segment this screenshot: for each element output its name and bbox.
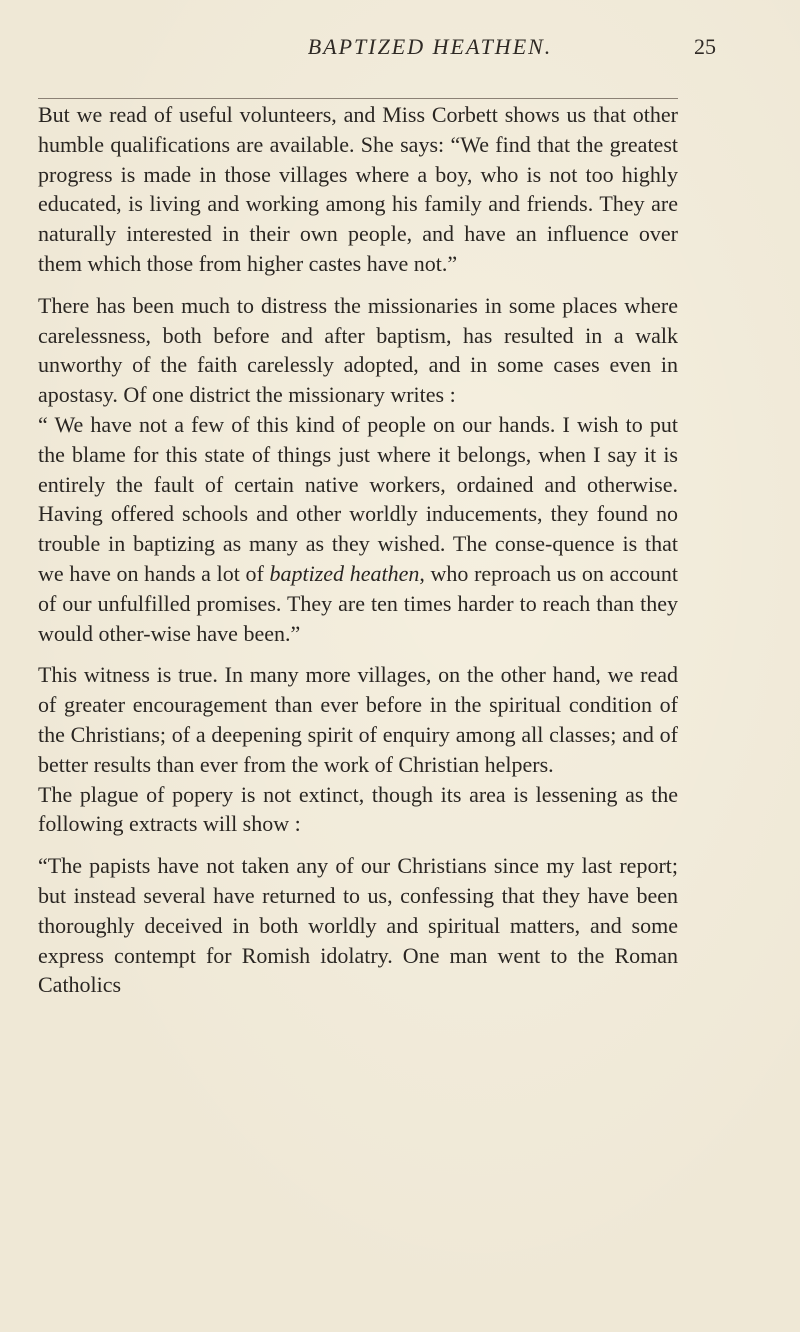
paragraph: This witness is true. In many more villages, on the other hand, we read of greater encouragement than ever before in the spiritual condition of the Christians; of a deepening spirit of enquiry among all classes; and of better results than ever from the work of Christian helpers. [38,662,678,777]
page-number: 25 [694,34,716,59]
paragraph: “The papists have not taken any of our Christians since my last report; but instead several have returned to us, confessing that they have been thoroughly deceived in both worldly and spiritual matters, and some express contempt for Romish idolatry. One man went to the Roman Catholics [38,853,678,998]
quoted-paragraph [38,410,678,648]
page-header [0,20,800,80]
paragraph: But we read of useful volunteers, and Miss Corbett shows us that other humble qualifications are available. She says: “We find that the greatest progress is made in those villages where a boy, who is not too highly educated, is living and working among his family and friends. They are naturally interested in their own people, and have an influence over them which those from higher castes have not.” [38,102,678,276]
paragraph: The plague of popery is not extinct, though its area is lessening as the following extracts will show : [38,781,678,837]
paragraph: There has been much to distress the missionaries in some places where carelessness, both before and after baptism, has resulted in a walk unworthy of the faith carelessly adopted, and in some cases even in apostasy. Of one district the missionary writes : [38,292,678,408]
body-text [38,100,678,1000]
running-title: BAPTIZED HEATHEN. [307,34,553,59]
header-rule [38,98,678,99]
quote-text-before-italic: “ We have not a few of this kind of people on our hands. I wish to put the blame for this state of things just where it belongs, when I say it is entirely the fault of certain native workers, ordained and otherwise. Having offered schools and other worldly inducements, they found no trouble in baptizing as many as they wished. The conse-quence is that we have on hands a lot of [38,411,678,586]
quote-italic-phrase: baptized heathen [269,560,420,586]
quote-text-after-italic: , who reproach us on account of our unfulfilled promises. They are ten times harder to reach than they would other-wise have been.” [38,560,678,646]
